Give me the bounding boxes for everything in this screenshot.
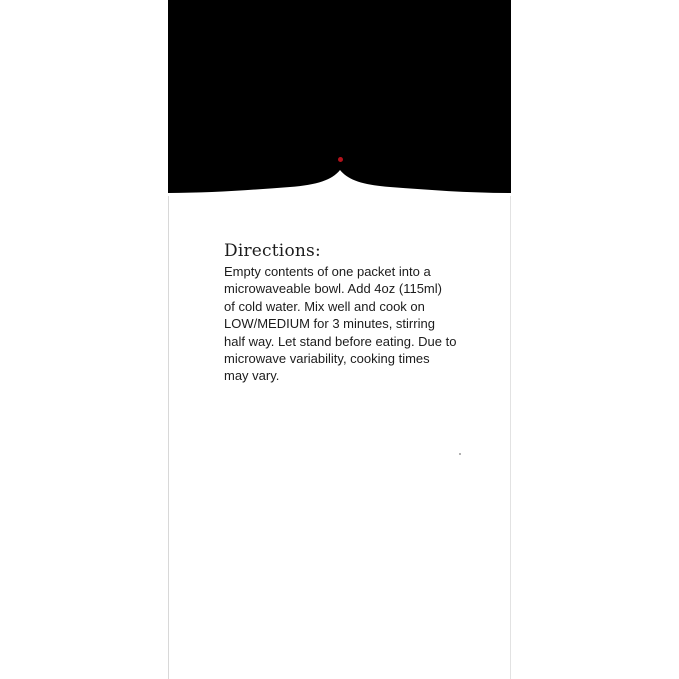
directions-block — [224, 240, 474, 385]
directions-line: may vary. — [224, 368, 280, 384]
directions-line: of cold water. Mix well and cook on — [224, 298, 425, 314]
directions-line: Empty contents of one packet into a — [224, 264, 431, 279]
package-panel — [168, 0, 511, 679]
black-header-band — [168, 0, 511, 205]
directions-line: half way. Let stand before eating. Due to — [224, 333, 457, 349]
directions-line: microwaveable bowl. Add 4oz (115ml) — [224, 281, 442, 297]
red-accent-dot — [338, 157, 343, 162]
directions-line: LOW/MEDIUM for 3 minutes, stirring — [224, 316, 435, 332]
panel-left-edge — [168, 196, 169, 679]
directions-heading: Directions: — [224, 241, 321, 261]
directions-text — [224, 263, 474, 385]
panel-right-edge — [510, 196, 511, 679]
directions-line: microwave variability, cooking times — [224, 351, 430, 367]
print-speck — [459, 453, 461, 455]
